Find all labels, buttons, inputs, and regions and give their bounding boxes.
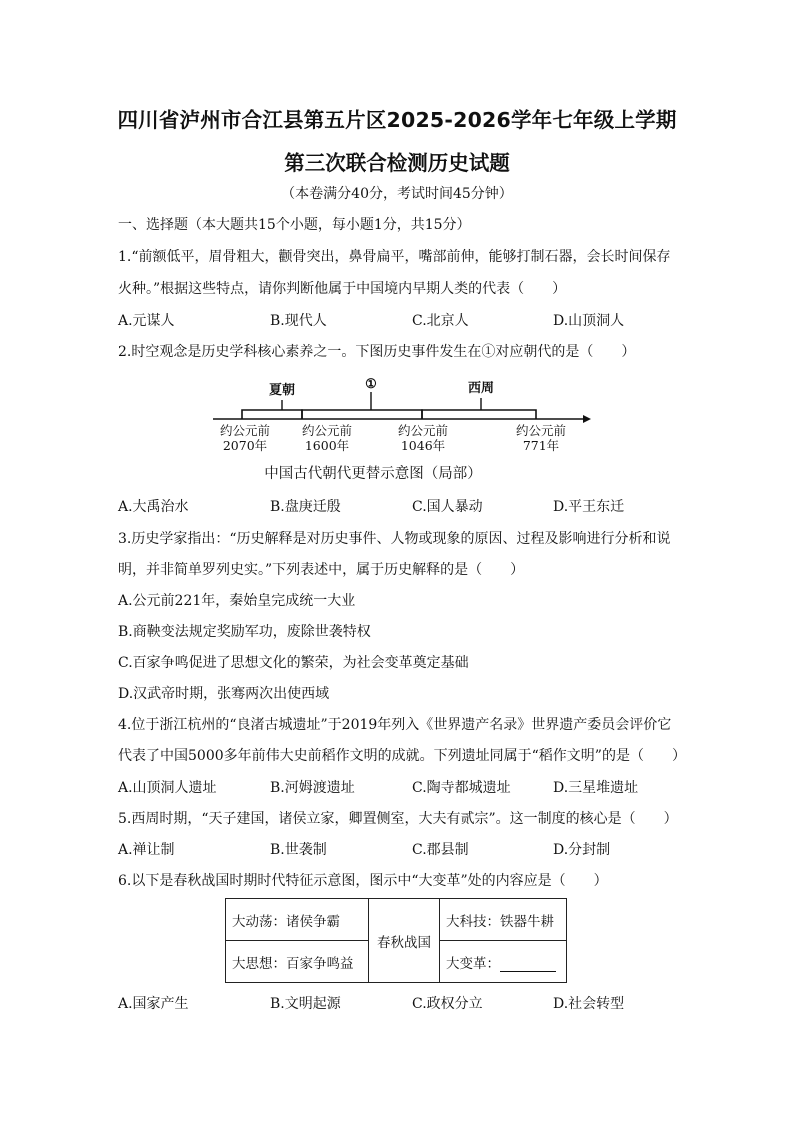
q6-option-d: D.社会转型 <box>553 996 625 1012</box>
timeline-caption: 中国古代朝代更替示意图（局部） <box>264 466 482 482</box>
q5-option-a: A.禅让制 <box>118 842 175 858</box>
q6-stem-line1: 6.以下是春秋战国时期时代特征示意图，图示中“大变革”处的内容应是（ ） <box>118 873 608 889</box>
q3-stem-line2: 明，并非简单罗列史实。”下列表述中，属于历史解释的是（ ） <box>118 562 525 578</box>
tick2-bottom: 1600年 <box>304 438 350 453</box>
q1-stem-line1: 1.“前额低平，眉骨粗大，颧骨突出，鼻骨扁平，嘴部前伸，能够打制石器，会长时间保存 <box>118 249 671 265</box>
cell-left-bottom: 大思想：百家争鸣益 <box>226 941 369 983</box>
exam-subtitle: （本卷满分40分，考试时间45分钟） <box>281 186 513 202</box>
q3-option-a: A.公元前221年，秦始皇完成统一大业 <box>118 593 356 609</box>
q5-option-d: D.分封制 <box>553 842 611 858</box>
cell-left-top: 大动荡：诸侯争霸 <box>226 899 369 941</box>
tick1-bottom: 2070年 <box>222 438 268 453</box>
q6-option-c: C.政权分立 <box>412 996 483 1012</box>
tick1-top: 约公元前 <box>219 423 271 438</box>
q2-option-d: D.平王东迁 <box>553 499 625 515</box>
tick4-bottom: 771年 <box>522 438 560 453</box>
q4-option-b: B.河姆渡遗址 <box>270 780 355 796</box>
circle1-bracket <box>302 410 422 419</box>
cell-right-bottom <box>440 941 567 983</box>
q1-option-b: B.现代人 <box>270 313 327 329</box>
q2-stem-line1: 2.时空观念是历史学科核心素养之一。下图历史事件发生在①对应朝代的是（ ） <box>118 344 636 360</box>
q2-option-c: C.国人暴动 <box>412 499 483 515</box>
q1-option-a: A.元谋人 <box>118 313 175 329</box>
tick3-bottom: 1046年 <box>400 438 446 453</box>
q1-stem-line2: 火种。”根据这些特点，请你判断他属于中国境内早期人类的代表（ ） <box>118 281 567 297</box>
q3-stem-line1: 3.历史学家指出：“历史解释是对历史事件、人物或现象的原因、过程及影响进行分析和说 <box>118 531 671 547</box>
section-heading: 一、选择题（本大题共15个小题，每小题1分，共15分） <box>118 217 471 233</box>
xizhou-bracket <box>422 410 536 419</box>
exam-title-line2: 第三次联合检测历史试题 <box>284 151 510 175</box>
q3-option-b: B.商鞅变法规定奖励军功，废除世袭特权 <box>118 624 371 640</box>
q5-option-b: B.世袭制 <box>270 842 327 858</box>
q2-option-b: B.盘庚迁殷 <box>270 499 341 515</box>
era-features-table <box>225 898 567 983</box>
q5-stem-line1: 5.西周时期，“天子建国，诸侯立家，卿置侧室，大夫有贰宗”。这一制度的核心是（ ） <box>118 811 678 827</box>
q4-stem-line2: 代表了中国5000多年前伟大史前稻作文明的成就。下列遗址同属于“稻作文明”的是（ ） <box>118 748 686 764</box>
cell-center: 春秋战国 <box>369 899 440 983</box>
q5-option-c: C.郡县制 <box>412 842 469 858</box>
q6-option-a: A.国家产生 <box>118 996 189 1012</box>
tick3-top: 约公元前 <box>397 423 449 438</box>
q4-option-c: C.陶寺都城遗址 <box>412 780 511 796</box>
cell-right-top: 大科技：铁器牛耕 <box>440 899 567 941</box>
label-xia: 夏朝 <box>268 383 296 398</box>
q4-option-a: A.山顶洞人遗址 <box>118 780 217 796</box>
xia-bracket <box>242 410 302 419</box>
dynasty-timeline-figure <box>205 372 605 460</box>
label-circle1: ① <box>365 377 377 392</box>
answer-blank <box>500 957 556 972</box>
label-xizhou: 西周 <box>467 381 495 396</box>
q3-option-c: C.百家争鸣促进了思想文化的繁荣，为社会变革奠定基础 <box>118 655 469 671</box>
q4-stem-line1: 4.位于浙江杭州的“良渚古城遗址”于2019年列入《世界遗产名录》世界遗产委员会评价它 <box>118 717 672 733</box>
q2-option-a: A.大禹治水 <box>118 499 189 515</box>
q3-option-d: D.汉武帝时期，张骞两次出使西域 <box>118 686 330 702</box>
q6-option-b: B.文明起源 <box>270 996 341 1012</box>
tick4-top: 约公元前 <box>515 423 567 438</box>
q1-option-c: C.北京人 <box>412 313 469 329</box>
cell-right-bottom-label: 大变革： <box>446 955 500 972</box>
tick2-top: 约公元前 <box>301 423 353 438</box>
q1-option-d: D.山顶洞人 <box>553 313 625 329</box>
q4-option-d: D.三星堆遗址 <box>553 780 639 796</box>
exam-title-line1: 四川省泸州市合江县第五片区2025-2026学年七年级上学期 <box>117 108 677 132</box>
timeline-arrow <box>583 415 591 423</box>
